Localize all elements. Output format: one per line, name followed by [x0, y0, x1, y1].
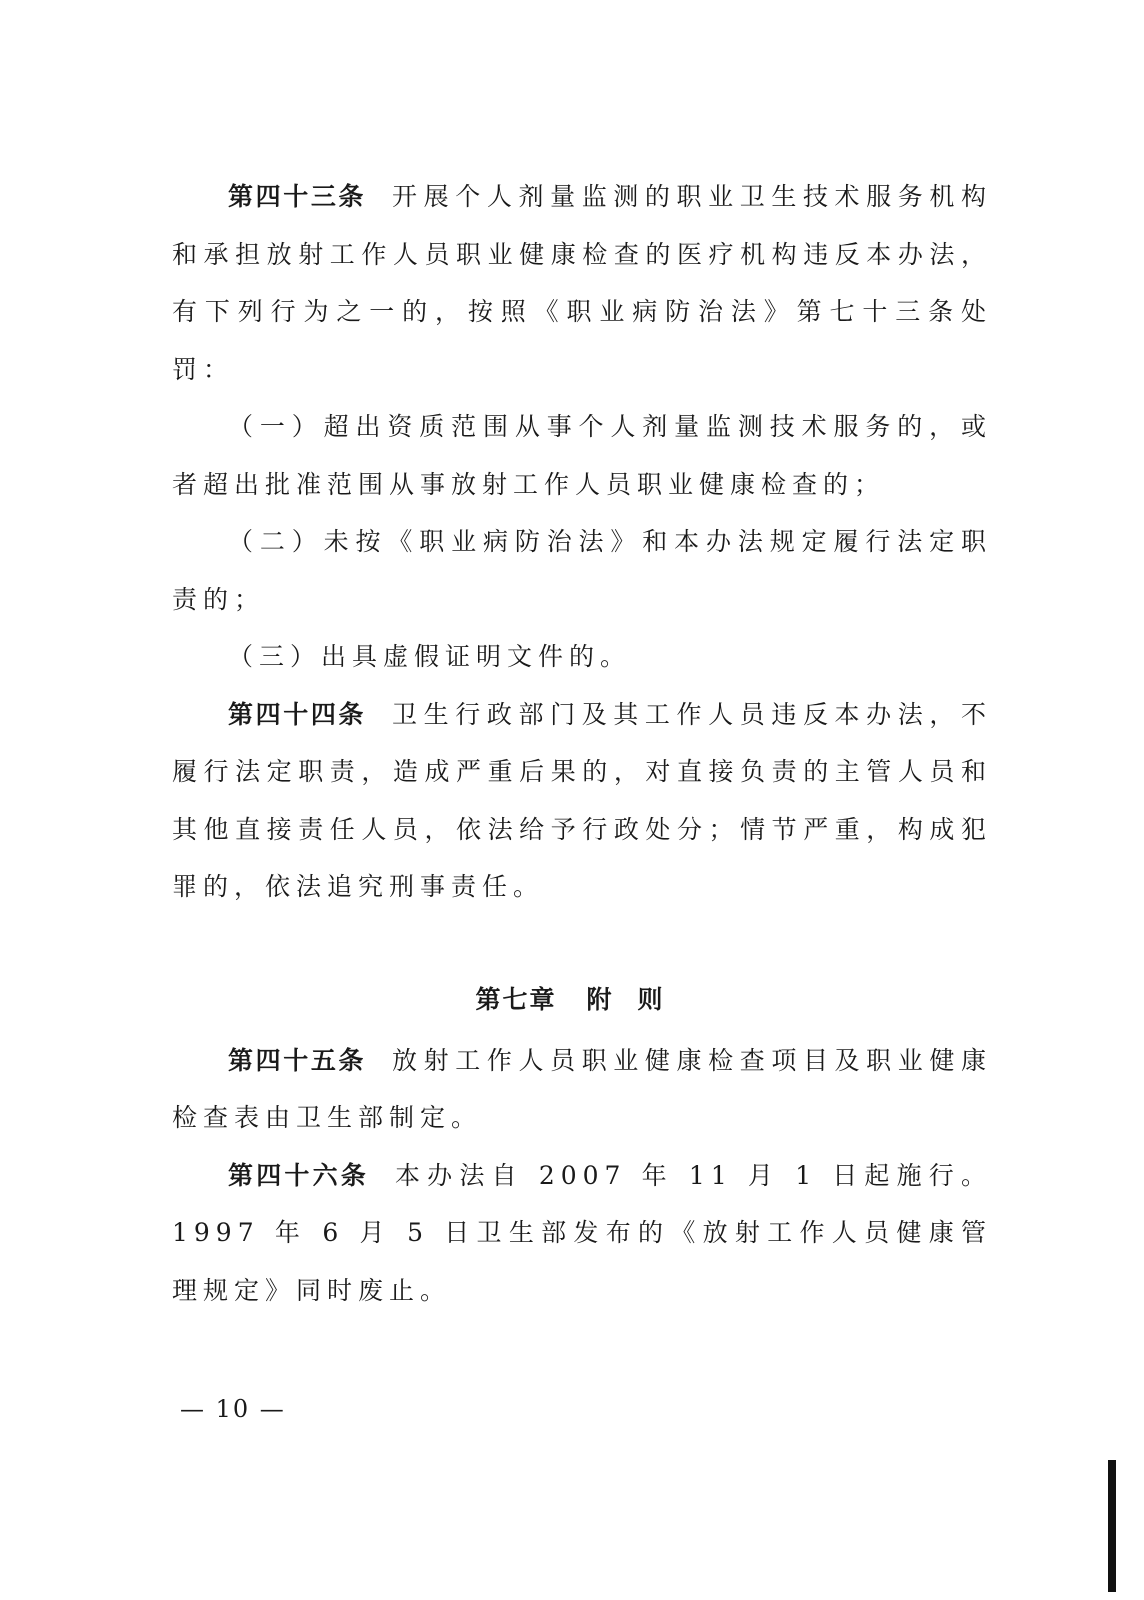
document-body — [172, 168, 992, 1319]
article-44 — [172, 686, 992, 916]
article-43-item-2: （二）未按《职业病防治法》和本办法规定履行法定职责的； — [172, 527, 992, 614]
article-46 — [172, 1147, 992, 1320]
article-43-item-3: （三）出具虚假证明文件的。 — [228, 642, 632, 671]
article-46-text: 本办法自 2007 年 11 月 1 日起施行。1997 年 6 月 5 日卫生部发布的《放射工作人员健康管理规定》同时废止。 — [172, 1160, 992, 1305]
article-43-item-1: （一）超出资质范围从事个人剂量监测技术服务的，或者超出批准范围从事放射工作人员职业健康检查的； — [172, 412, 992, 499]
article-43-label: 第四十三条 — [228, 182, 367, 211]
article-44-label: 第四十四条 — [228, 699, 367, 729]
article-45-label: 第四十五条 — [228, 1045, 367, 1075]
chapter-heading — [172, 968, 992, 1032]
article-45 — [172, 1032, 992, 1147]
scan-edge-mark — [1108, 1460, 1116, 1592]
article-46-label: 第四十六条 — [228, 1160, 369, 1190]
article-45-text: 放射工作人员职业健康检查项目及职业健康检查表由卫生部制定。 — [172, 1045, 992, 1132]
article-43-text: 开展个人剂量监测的职业卫生技术服务机构和承担放射工作人员职业健康检查的医疗机构违反本办法，有下列行为之一的，按照《职业病防治法》第七十三条处罚： — [172, 182, 992, 384]
chapter-number: 第七章 — [475, 984, 557, 1014]
article-44-text: 卫生行政部门及其工作人员违反本办法，不履行法定职责，造成严重后果的，对直接负责的主管人员和其他直接责任人员，依法给予行政处分；情节严重，构成犯罪的，依法追究刑事责任。 — [172, 699, 992, 901]
page-number: — 10 — — [180, 1395, 286, 1423]
article-43 — [172, 168, 992, 398]
chapter-title: 附则 — [586, 984, 689, 1014]
